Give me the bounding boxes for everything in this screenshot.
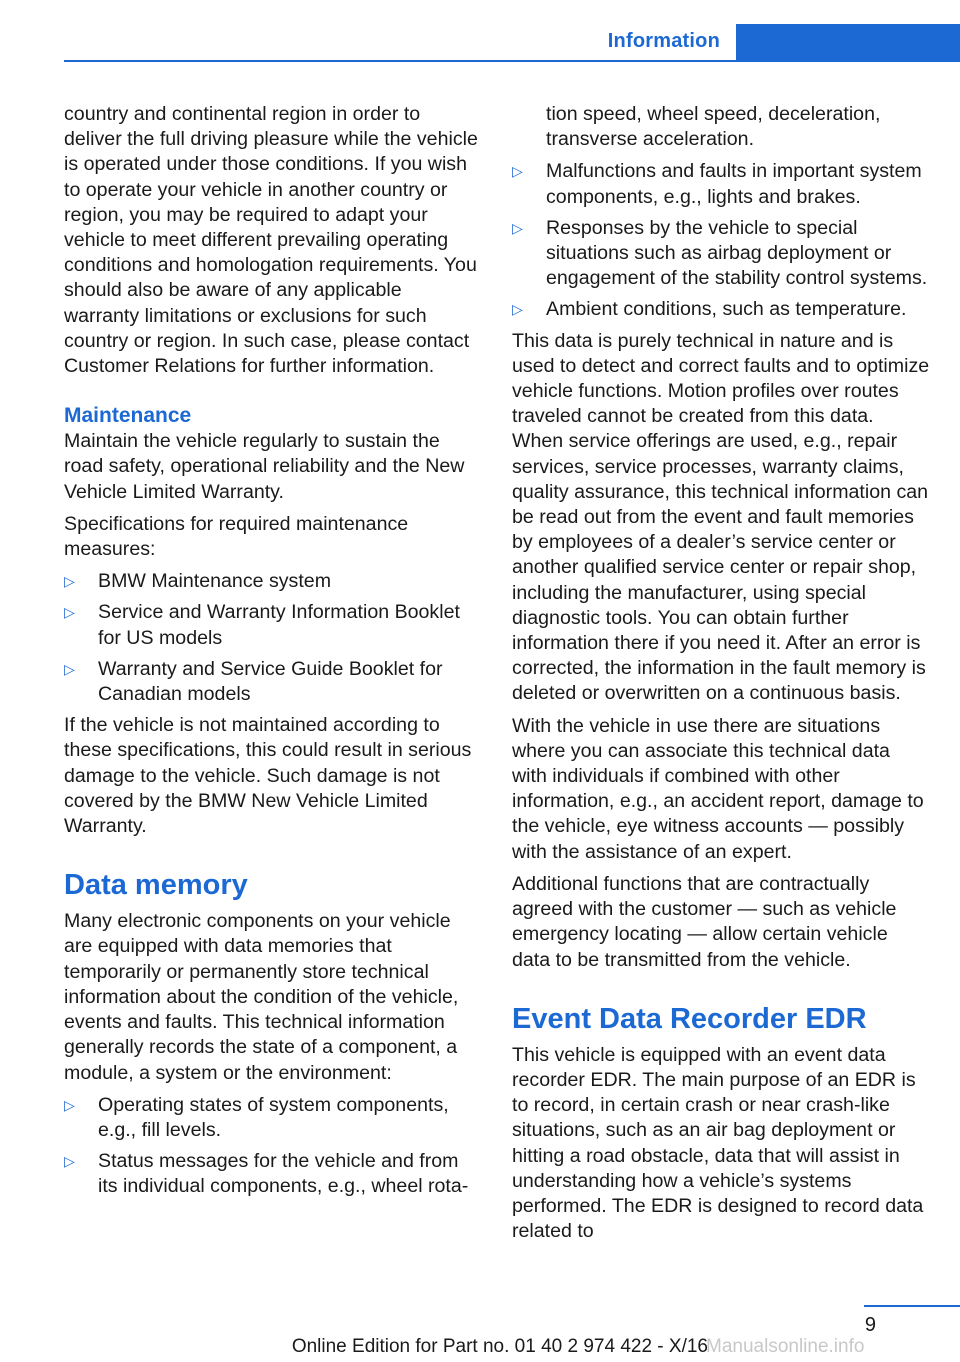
data-memory-heading: Data memory bbox=[64, 869, 248, 902]
left-column bbox=[64, 102, 480, 1206]
edr-heading: Event Data Recorder EDR bbox=[512, 1002, 867, 1035]
triangle-bullet-icon: ▷ bbox=[64, 1096, 75, 1113]
page-number: 9 bbox=[864, 1314, 876, 1336]
triangle-bullet-icon: ▷ bbox=[512, 301, 523, 318]
header-accent-box bbox=[736, 24, 960, 62]
maintenance-list bbox=[64, 569, 480, 707]
list-item: ▷ Operating states of system components, e.g., fill levels. bbox=[64, 1093, 449, 1141]
list-item: ▷ Service and Warranty Information Booklet for US models bbox=[64, 601, 460, 649]
edr-paragraph: This vehicle is equipped with an event data recorder EDR. The main purpose of an EDR is to record, in certain crash or near crash-like situations, such as an air bag deployment or hitting a road obstacle, data that will assist in understanding how a vehicle’s systems performed. The EDR is designed to record data related to bbox=[512, 1043, 924, 1243]
right-column bbox=[512, 102, 930, 1251]
header-rule bbox=[64, 60, 736, 62]
maintenance-paragraph-3: If the vehicle is not maintained according to these specifications, this could result in serious damage to the vehicle. Such damage is not covered by the BMW New Vehicle Limited Warranty. bbox=[64, 714, 472, 838]
triangle-bullet-icon: ▷ bbox=[64, 1153, 75, 1170]
data-memory-paragraph: Many electronic components on your vehicle are equipped with data memories that temporarily or permanently store technical information about the condition of the vehicle, events and faults. This technical information generally records the state of a component, a module, a system or the environment: bbox=[64, 910, 459, 1084]
data-memory-list-continued bbox=[512, 159, 930, 322]
triangle-bullet-icon: ▷ bbox=[64, 573, 75, 590]
triangle-bullet-icon: ▷ bbox=[512, 163, 523, 180]
list-item: ▷ Warranty and Service Guide Booklet for Canadian models bbox=[64, 657, 443, 706]
list-item: ▷ Status messages for the vehicle and from its individual components, e.g., wheel rota- bbox=[64, 1150, 469, 1198]
data-memory-list bbox=[64, 1093, 480, 1200]
intro-paragraph: country and continental region in order to deliver the full driving pleasure while the vehicle is operated under those conditions. If you wish to operate your vehicle in another country or region, you may be required to adapt your vehicle to meet different prevailing operating conditions and homologation requirements. You should also be aware of any applicable warranty limitations or exclusions for such country or region. In such case, please contact Customer Relations for further information. bbox=[64, 103, 478, 378]
list-item: ▷ BMW Maintenance system bbox=[64, 569, 480, 594]
continued-list-item: tion speed, wheel speed, deceleration, transverse acceleration. bbox=[546, 103, 881, 151]
list-item: ▷ Responses by the vehicle to special situations such as airbag deployment or engagement of the stability control systems. bbox=[512, 216, 928, 290]
watermark-text: Manualsonline.info bbox=[706, 1336, 865, 1357]
edition-text: Online Edition for Part no. 01 40 2 974 422 - X/16 bbox=[291, 1336, 708, 1357]
triangle-bullet-icon: ▷ bbox=[64, 604, 75, 621]
footer-rule bbox=[864, 1305, 960, 1307]
list-item: ▷ Ambient conditions, such as temperature. bbox=[512, 297, 930, 322]
maintenance-paragraph-1: Maintain the vehicle regularly to sustain the road safety, operational reliability and the New Vehicle Limited Warranty. bbox=[64, 430, 465, 503]
maintenance-heading: Maintenance bbox=[64, 404, 192, 428]
technical-data-paragraph: This data is purely technical in nature and is used to detect and correct faults and to optimize vehicle functions. Motion profiles over routes traveled cannot be created from this data. When service offerings are used, e.g., repair services, service processes, warranty claims, quality assurance, this technical information can be read out from the event and fault memories by employees of a dealer’s service center or another qualified service center or repair shop, including the manufacturer, using special diagnostic tools. You can obtain further information there if you need it. After an error is corrected, the information in the fault memory is deleted or overwritten on a continuous basis. bbox=[512, 329, 930, 705]
additional-functions-paragraph: Additional functions that are contractually agreed with the customer — such as vehicle emergency locating — allow certain vehicle data to be transmitted from the vehicle. bbox=[512, 872, 897, 971]
triangle-bullet-icon: ▷ bbox=[512, 219, 523, 236]
list-item: ▷ Malfunctions and faults in important system components, e.g., lights and brakes. bbox=[512, 160, 922, 208]
triangle-bullet-icon: ▷ bbox=[64, 660, 75, 677]
vehicle-use-paragraph: With the vehicle in use there are situations where you can associate this technical data with individuals if combined with other information, e.g., an accident report, damage to the vehicle, eye witness accounts — possibly with the assistance of an expert. bbox=[512, 714, 924, 863]
section-title: Information bbox=[607, 30, 720, 52]
maintenance-paragraph-2: Specifications for required maintenance measures: bbox=[64, 512, 409, 561]
